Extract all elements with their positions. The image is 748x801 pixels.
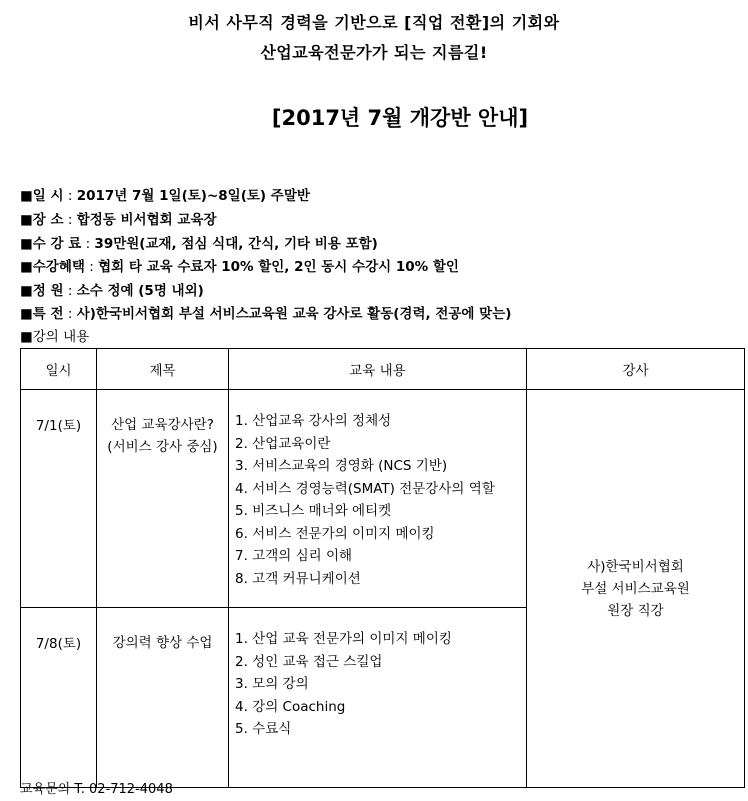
header-lecturer: 강사 [527, 349, 745, 390]
list-item: 4. 강의 Coaching [235, 698, 346, 715]
list-item: 8. 고객 커뮤니케이션 [235, 570, 361, 587]
header-content: 교육 내용 [229, 349, 527, 390]
list-item: 6. 서비스 전문가의 이미지 메이킹 [235, 525, 435, 542]
section-label: ■강의 내용 [20, 329, 90, 345]
list-item: 5. 비즈니스 매너와 에티켓 [235, 503, 392, 519]
info-capacity: ■정 원 : 소수 정예 (5명 내외) [20, 283, 204, 299]
info-benefit: ■수강혜택 : 협회 타 교육 수료자 10% 할인, 2인 동시 수강시 10% 할인 [20, 259, 459, 275]
row-content [229, 608, 527, 788]
row-date: 7/8(토) [21, 608, 97, 788]
schedule-table [20, 348, 745, 788]
list-item: 1. 산업교육 강사의 정체성 [235, 413, 392, 429]
info-fee: ■수 강 료 : 39만원(교재, 점심 식대, 간식, 기타 비용 포함) [20, 236, 378, 252]
list-item: 3. 서비스교육의 경영화 (NCS 기반) [235, 458, 448, 474]
list-item: 5. 수료식 [235, 721, 292, 737]
page-title: [2017년 7월 개강반 안내] [271, 106, 529, 130]
row-date: 7/1(토) [21, 390, 97, 608]
info-location: ■장 소 : 합정동 비서협회 교육장 [20, 212, 217, 228]
list-item: 7. 고객의 심리 이해 [235, 548, 353, 564]
list-item: 2. 산업교육이란 [235, 435, 331, 452]
header-date: 일시 [21, 349, 97, 390]
headline-line-2: 산업교육전문가가 되는 지름길! [260, 43, 488, 62]
info-privilege: ■특 전 : 사)한국비서협회 부설 서비스교육원 교육 강사로 활동(경력, 전공에 맞는) [20, 306, 512, 322]
list-item: 1. 산업 교육 전문가의 이미지 메이킹 [235, 631, 452, 647]
table-row [21, 390, 745, 608]
row-subject: 강의력 향상 수업 [97, 608, 229, 788]
row-content [229, 390, 527, 608]
header-subject: 제목 [97, 349, 229, 390]
row-subject: 산업 교육강사란? (서비스 강사 중심) [97, 390, 229, 608]
headline-line-1: 비서 사무직 경력을 기반으로 [직업 전환]의 기회와 [188, 13, 560, 32]
list-item: 4. 서비스 경영능력(SMAT) 전문강사의 역할 [235, 480, 495, 497]
info-schedule: ■일 시 : 2017년 7월 1일(토)~8일(토) 주말반 [20, 188, 310, 204]
list-item: 2. 성인 교육 접근 스킬업 [235, 653, 383, 670]
list-item: 3. 모의 강의 [235, 676, 309, 692]
lecturer-cell: 사)한국비서협회 부설 서비스교육원 원장 직강 [527, 390, 745, 788]
contact-info: 교육문의 T. 02-712-4048 [20, 782, 173, 797]
